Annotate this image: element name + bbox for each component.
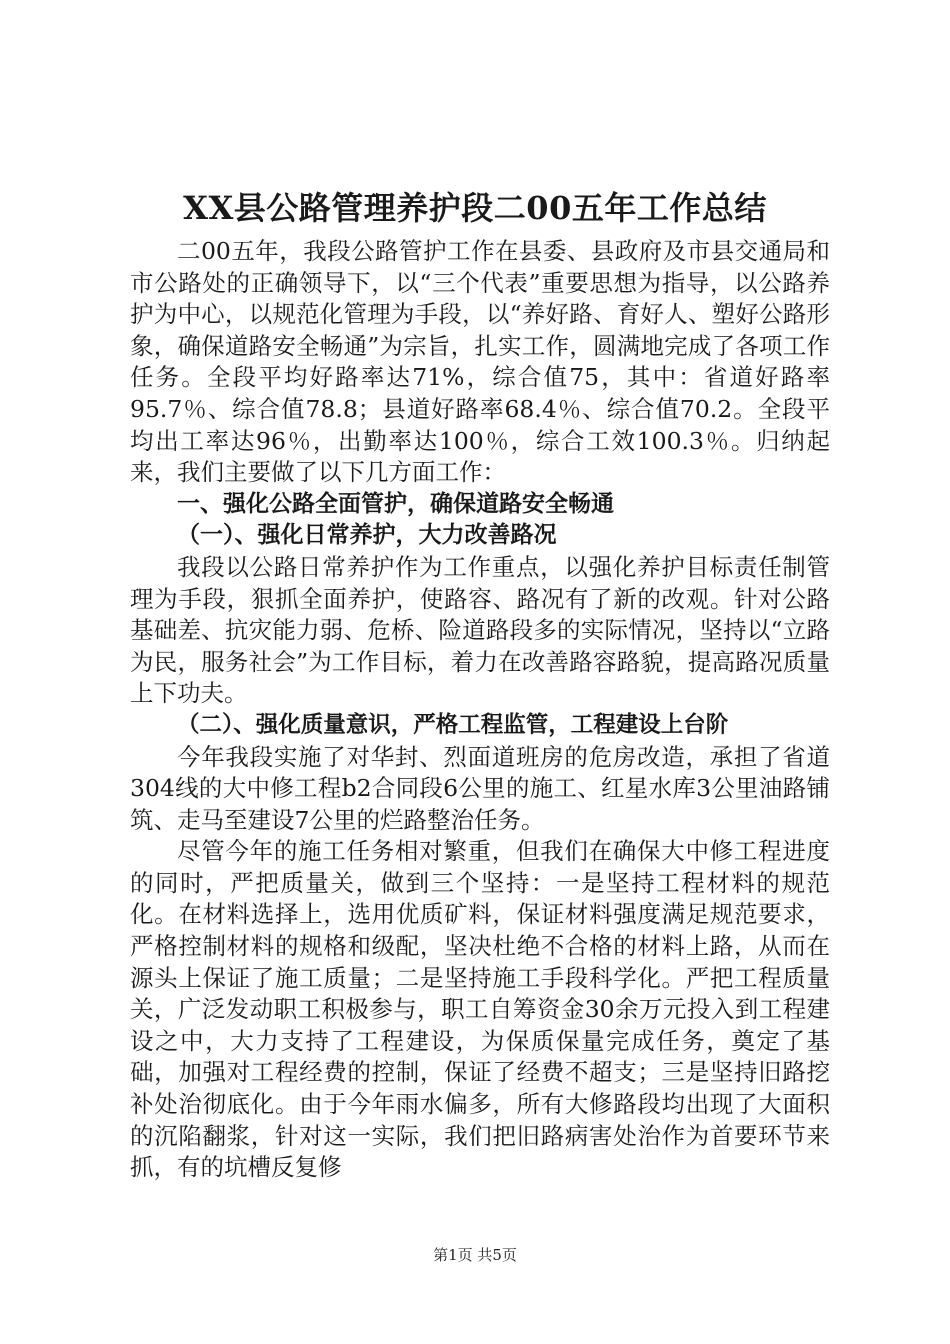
intro-paragraph: 二00五年，我段公路管护工作在县委、县政府及市县交通局和市公路处的正确领导下，以“三个代表”重要思想为指导，以公路养护为中心，以规范化管理为手段，以“养好路、育好人、塑好公路形象，确保道路安全畅通”为宗旨，扎实工作，圆满地完成了各项工作任务。全段平均好路率达71%，综合值75，其中：省道好路率95.7％、综合值78.8；县道好路率68.4％、综合值70.2。全段平均出工率达96％，出勤率达100％，综合工效100.3％。归纳起来，我们主要做了以下几方面工作：	[130, 237, 830, 487]
document-body	[130, 236, 830, 1184]
document-title: XX县公路管理养护段二00五年工作总结	[183, 189, 767, 227]
daily-maintenance-paragraph: 我段以公路日常养护作为工作重点，以强化养护目标责任制管理为手段，狠抓全面养护，使路容、路况有了新的改观。针对公路基础差、抗灾能力弱、危桥、险道路段多的实际情况，坚持以“立路为民，服务社会”为工作目标，着力在改善路容路貌，提高路况质量上下功夫。	[130, 552, 830, 708]
quality-paragraph: 尽管今年的施工任务相对繁重，但我们在确保大中修工程进度的同时，严把质量关，做到三个坚持：一是坚持工程材料的规范化。在材料选择上，选用优质矿料，保证材料强度满足规范要求，严格控制材料的规格和级配，坚决杜绝不合格的材料上路，从而在源头上保证了施工质量；二是坚持施工手段科学化。严把工程质量关，广泛发动职工积极参与，职工自筹资金30余万元投入到工程建设之中，大力支持了工程建设，为保质保量完成任务，奠定了基础，加强对工程经费的控制，保证了经费不超支；三是坚持旧路挖补处治彻底化。由于今年雨水偏多，所有大修路段均出现了大面积的沉陷翻浆，针对这一实际，我们把旧路病害处治作为首要环节来抓，有的坑槽反复修	[130, 837, 830, 1182]
projects-paragraph: 今年我段实施了对华封、烈面道班房的危房改造，承担了省道304线的大中修工程b2合同段6公里的施工、红星水库3公里油路铺筑、走马至建设7公里的烂路整治任务。	[130, 742, 830, 834]
section-heading-1: 一、强化公路全面管护，确保道路安全畅通	[177, 490, 614, 517]
page-number: 第1页 共5页	[433, 1246, 517, 1264]
subsection-heading-2: （二）、强化质量意识，严格工程监管，工程建设上台阶	[177, 711, 729, 738]
subsection-heading-1: （一）、强化日常养护，大力改善路况	[177, 522, 557, 549]
